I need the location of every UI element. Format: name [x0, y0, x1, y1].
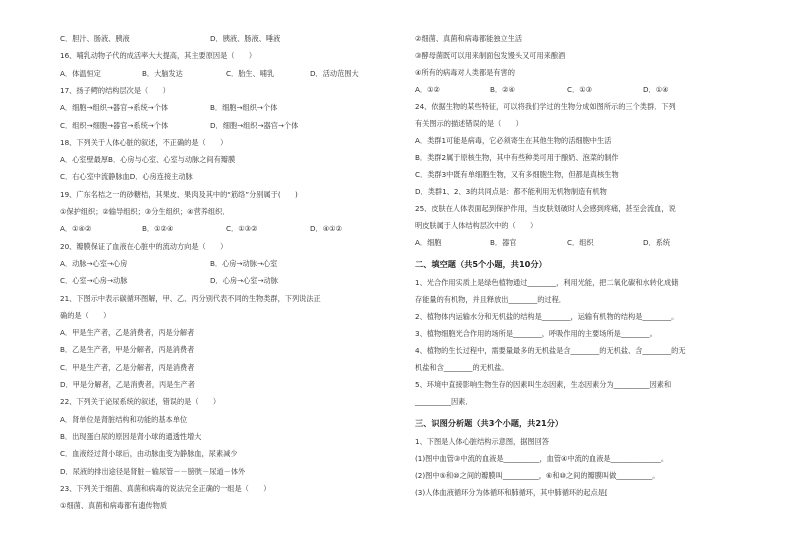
question-text: D．甲是分解者，乙是消费者，丙是生产者 [60, 380, 195, 389]
answer-option: B．①②④ [142, 224, 174, 234]
question-text: 确的是（ ） [60, 310, 111, 320]
answer-option: A．①④② [60, 224, 92, 234]
question-text: 存能量的有机物，并且释放出________的过程． [415, 295, 566, 304]
question-text: 21、下图示中表示碳循环图解，甲、乙、丙分别代表不同的生物类群，下列说法正 [60, 293, 321, 303]
answer-option: D．①④ [643, 85, 669, 94]
question-text: 1、光合作用实质上是绿色植物通过________，利用光能，把二氧化碳和水转化成储 [415, 278, 679, 287]
answer-option: A．细胞 [415, 238, 442, 247]
answer-option: B．细胞→组织→个体 [210, 103, 278, 113]
section-heading: 二、填空题（共5个小题，共10分） [415, 259, 547, 269]
answer-option: C．心室→心房→动脉 [60, 276, 128, 286]
question-text: 有关图示的描述错误的是（ ） [415, 119, 523, 128]
question-text: B．乙是生产者，甲是分解者，丙是消费者 [60, 345, 195, 355]
question-text: A．类群1可能是病毒，它必须寄生在其他生物的活细胞中生活 [415, 136, 612, 145]
section-heading: 三、识图分析题（共3个小题，共21分） [415, 418, 564, 428]
answer-option: B．大脑发达 [142, 68, 183, 78]
answer-option: A．①② [415, 85, 440, 94]
question-text: 机盐和含________的无机盐。 [415, 363, 509, 372]
question-text: C．类群3中既有单细胞生物，又有多细胞生物，但都是真核生物 [415, 170, 619, 179]
answer-option: D．系统 [643, 238, 671, 247]
question-text: B．出现蛋白尿的原因是肾小球的通透性增大 [60, 431, 202, 441]
answer-option: C．胎生、哺乳 [226, 68, 275, 78]
question-text: ①细菌、真菌和病毒都有遗传物质 [60, 501, 168, 511]
question-text: C．甲是生产者，乙是分解者，丙是消费者 [60, 362, 195, 372]
question-text: 3、植物细胞光合作用的场所是________，呼吸作用的主要场所是________。 [415, 329, 657, 338]
question-text: 5、环境中直接影响生物生存的因素叫生态因素，生态因素分为__________因素和 [415, 380, 672, 389]
answer-option: C．①③② [226, 224, 258, 234]
answer-option: A．体温恒定 [60, 68, 101, 78]
answer-option: D．细胞→组织→器官→个体 [210, 120, 299, 130]
answer-option: D．胰液、肠液、唾液 [210, 34, 281, 43]
question-text: 24、依据生物的某些特征，可以将我们学过的生物分成如图所示的三个类群．下列 [415, 102, 676, 111]
question-text: A．心室壁最厚B．心房与心室、心室与动脉之间有瓣膜 [60, 155, 236, 165]
question-text: 16、哺乳动物子代的成活率大大提高，其主要原因是（ ） [60, 51, 257, 61]
question-text: 1、下图是人体心脏结构示意图，据图回答 [415, 437, 549, 446]
question-text: C．右心室中流静脉血D．心房连接主动脉 [60, 172, 193, 182]
question-text: C．血液经过肾小球后，由动脉血变为静脉血，尿素减少 [60, 449, 238, 459]
question-text: 19、广东名桔之一的砂糖桔，其果皮、果肉及其中的“筋络”分别属于( ) [60, 189, 298, 199]
question-text: D．尿液的排出途径是肾脏－输尿管－－膀胱－尿道－体外 [60, 466, 246, 476]
answer-option: B．心房→动脉→心室 [210, 258, 278, 268]
question-text: 18、下列关于人体心脏的叙述，不正确的是（ ） [60, 137, 228, 147]
question-text: A．甲是生产者，乙是消费者，丙是分解者 [60, 328, 195, 338]
question-text: (3)人体血液循环分为体循环和肺循环，其中肺循环的起点是[ [415, 488, 608, 497]
question-text: ①保护组织；②输导组织；③分生组织；④营养组织． [60, 207, 230, 216]
question-text: 17、扬子鳄的结构层次是（ ） [60, 85, 170, 95]
question-text: __________因素． [415, 397, 473, 406]
answer-option: B．器官 [490, 238, 517, 247]
question-text: 20、瓣膜保证了血液在心脏中的流动方向是（ ） [60, 241, 228, 251]
question-text: 23、下列关于细菌、真菌和病毒的说法完全正确的一组是（ ） [60, 483, 271, 493]
answer-option: D．活动范围大 [310, 68, 359, 78]
question-text: 4、植物的生长过程中，需要量最多的无机盐是含________的无机盐、含________的无 [415, 346, 686, 355]
question-text: ③酵母菌既可以用来制面包发馒头又可用来酿酒 [415, 51, 566, 60]
question-text: (1)图中血管③中流的血液是__________，血管④中流的血液是______________。 [415, 454, 669, 463]
question-text: B．类群2属于原核生物，其中有些种类可用于酿奶、泡菜的制作 [415, 153, 619, 162]
question-text: 22、下列关于泌尿系统的叙述，错误的是（ ） [60, 397, 221, 407]
question-text: 明皮肤属于人体结构层次中的（ ） [415, 221, 538, 230]
question-text: 2、植物体内运输水分和无机盐的结构是________，运输有机物的结构是________。 [415, 312, 679, 321]
question-text: D．类群1、2、3的共同点是：都不能利用无机物制造有机物 [415, 187, 607, 196]
answer-option: D．心房→心室→动脉 [210, 276, 278, 286]
answer-option: C．组织→细胞→器官→系统→个体 [60, 120, 169, 130]
question-text: ②细菌、真菌和病毒都能独立生活 [415, 34, 523, 43]
answer-option: C．组织 [567, 238, 594, 247]
answer-option: C．胆汁、肠液、胰液 [60, 34, 130, 43]
question-text: 25、皮肤在人体表面起到保护作用，当皮肤划破时人会感到疼痛，甚至会流血，说 [415, 204, 676, 213]
question-text: (2)图中⑤和⑩之间的瓣膜叫__________，⑥和⑩之间的瓣膜叫做__________。 [415, 471, 660, 480]
question-text: A．肾单位是肾脏结构和功能的基本单位 [60, 414, 188, 424]
question-text: ④所有的病毒对人类都是有害的 [415, 68, 515, 77]
answer-option: D．④①② [310, 224, 343, 234]
answer-option: A．动脉→心室→心房 [60, 258, 128, 268]
answer-option: C．①③ [567, 85, 593, 94]
answer-option: B．②④ [490, 85, 516, 94]
answer-option: A．细胞→组织→器官→系统→个体 [60, 103, 169, 113]
